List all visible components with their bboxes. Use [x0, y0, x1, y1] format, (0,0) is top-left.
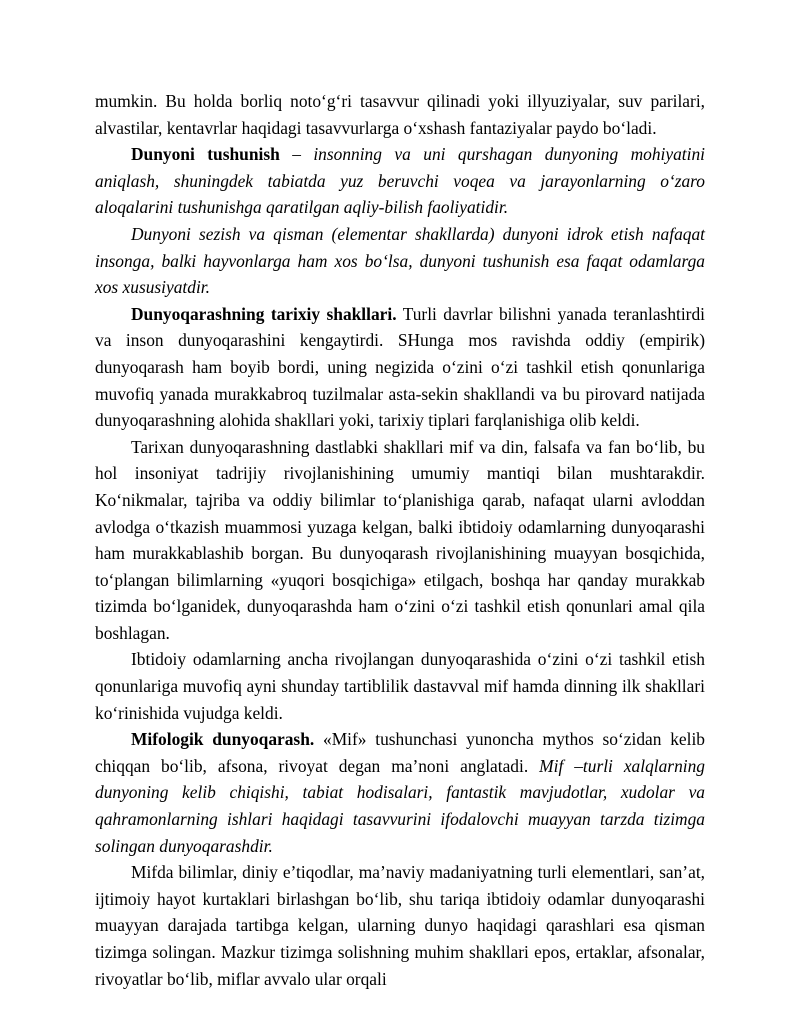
- paragraph-historical-forms: [95, 301, 705, 434]
- paragraph-text: Turli davrlar bilishni yanada teranlashtirdi va inson dunyoqarashini kengaytirdi. SHunga mos ravishda oddiy (empirik) dunyoqarash ham boyib bordi, uning negizida o‘zini o‘zi tashkil etish qonunlariga muvofiq yanada murakkabroq tuzilmalar asta-sekin shakllandi va bu pirovard natijada dunyoqarashning alohida shakllari yoki, tarixiy tiplari farqlanishiga olib keldi.: [95, 303, 705, 431]
- paragraph-text: «Mif» tushunchasi yunoncha mythos so‘zidan kelib chiqqan bo‘lib, afsona, rivoyat degan ma’noni anglatadi.: [95, 729, 706, 776]
- definition-text: Mif –turli xalqlarning dunyoning kelib chiqishi, tabiat hodisalari, fantastik mavjudotlar, xudolar va qahramonlarning ishlari haqidagi tasavvurini ifodalovchi muayyan tarzda tizimga solingan dunyoqarashdir.: [95, 755, 705, 856]
- document-page: [95, 88, 705, 992]
- paragraph-text: Mifda bilimlar, diniy e’tiqodlar, ma’naviy madaniyatning turli elementlari, san’at, ijtimoiy hayot kurtaklari birlashgan bo‘lib, shu tariqa ibtidoiy odamlar dunyoqarashi muayyan darajada tartibga kelgan, ularning dunyo haqidagi qarashlari esa qisman tizimga solingan. Mazkur tizimga solishning muhim shakllari epos, ertaklar, afsonalar, rivoyatlar bo‘lib, miflar avvalo ular orqali: [95, 862, 705, 989]
- paragraph-early-forms: [95, 434, 705, 647]
- paragraph-myth-elements: [95, 859, 705, 992]
- paragraph-text: mumkin. Bu holda borliq noto‘g‘ri tasavvur qilinadi yoki illyuziyalar, suv parilari, alvastilar, kentavrlar haqidagi tasavvurlarga o‘xshash fantaziyalar paydo bo‘ladi.: [95, 91, 705, 138]
- paragraph-mythological-worldview: [95, 726, 705, 859]
- dash: –: [279, 144, 314, 165]
- paragraph-italic-note: [95, 221, 705, 301]
- paragraph-text: Dunyoni sezish va qisman (elementar shakllarda) dunyoni idrok etish nafaqat insonga, balki hayvonlarga ham xos bo‘lsa, dunyoni tushunish esa faqat odamlarga xos xususiyatdir.: [95, 223, 705, 298]
- term-heading: Dunyoni tushunish: [131, 144, 280, 165]
- paragraph-continuation: [95, 88, 705, 141]
- section-heading: Mifologik dunyoqarash.: [131, 729, 315, 750]
- definition-text: insonning va uni qurshagan dunyoning mohiyatini aniqlash, shuningdek tabiatda yuz beruvchi voqea va jarayonlarning o‘zaro aloqalarini tushunishga qaratilgan aqliy-bilish faoliyatidir.: [95, 144, 705, 218]
- paragraph-primitive-worldview: [95, 646, 705, 726]
- paragraph-text: Tarixan dunyoqarashning dastlabki shakllari mif va din, falsafa va fan bo‘lib, bu hol insoniyat tadrijiy rivojlanishining umumiy mantiqi bilan mushtarakdir. Ko‘nikmalar, tajriba va oddiy bilimlar to‘planishiga qarab, nafaqat ularni avloddan avlodga o‘tkazish muammosi yuzaga kelgan, balki ibtidoiy odamlarning dunyoqarashi ham murakkablashib borgan. Bu dunyoqarash rivojlanishining muayyan bosqichida, to‘plangan bilimlarning «yuqori bosqichiga» etilgach, boshqa har qanday murakkab tizimda bo‘lganidek, dunyoqarashda ham o‘zini o‘zi tashkil etish qonunlari amal qila boshlagan.: [95, 436, 705, 643]
- paragraph-text: Ibtidoiy odamlarning ancha rivojlangan dunyoqarashida o‘zini o‘zi tashkil etish qonunlariga muvofiq ayni shunday tartiblilik dastavval mif hamda dinning ilk shakllari ko‘rinishida vujudga keldi.: [95, 649, 705, 723]
- section-heading: Dunyoqarashning tarixiy shakllari.: [131, 303, 397, 324]
- paragraph-definition-understanding: [95, 141, 705, 221]
